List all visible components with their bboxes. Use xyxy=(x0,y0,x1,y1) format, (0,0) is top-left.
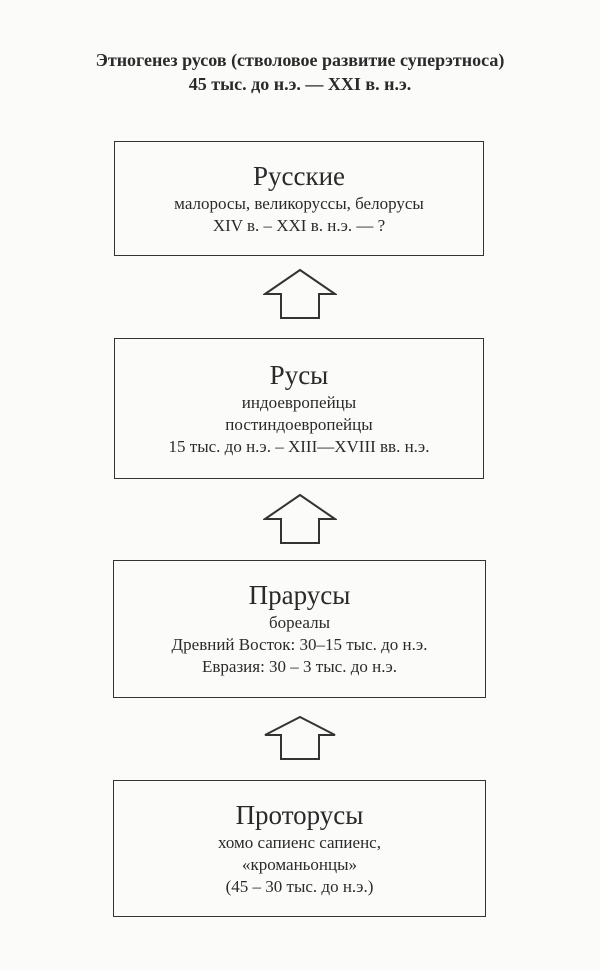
stage-line: малоросы, великоруссы, белорусы xyxy=(174,193,424,213)
stage-line: индоевропейцы xyxy=(241,392,357,412)
stage-name: Проторусы xyxy=(235,799,364,830)
up-arrow-icon xyxy=(263,715,337,761)
stage-name: Русы xyxy=(269,359,329,390)
stage-line: бореалы xyxy=(268,613,330,632)
stage-line: XIV в. – XXI в. н.э. — ? xyxy=(212,215,386,235)
stage-box-protorusy xyxy=(113,780,486,917)
stage-line: «кроманьонцы» xyxy=(241,854,358,874)
stage-name: Прарусы xyxy=(248,580,351,610)
diagram-title: Этногенез русов (стволовое развитие суперэтноса) xyxy=(95,50,505,70)
stage-box-russians xyxy=(114,141,484,256)
stage-line: хомо сапиенс сапиенс, xyxy=(218,832,381,852)
stage-box-prarusy xyxy=(113,560,486,698)
stage-box-rusy xyxy=(114,338,484,479)
stage-line: 15 тыс. до н.э. – XIII—XVIII вв. н.э. xyxy=(168,436,430,456)
stage-line: Евразия: 30 – 3 тыс. до н.э. xyxy=(201,657,397,676)
stage-line: Древний Восток: 30–15 тыс. до н.э. xyxy=(171,635,428,654)
stage-line: (45 – 30 тыс. до н.э.) xyxy=(225,876,374,896)
up-arrow-icon xyxy=(263,493,337,545)
stage-line: постиндоевропейцы xyxy=(225,414,373,434)
diagram-subtitle: 45 тыс. до н.э. — XXI в. н.э. xyxy=(188,74,412,94)
stage-name: Русские xyxy=(252,160,346,191)
up-arrow-icon xyxy=(263,268,337,320)
